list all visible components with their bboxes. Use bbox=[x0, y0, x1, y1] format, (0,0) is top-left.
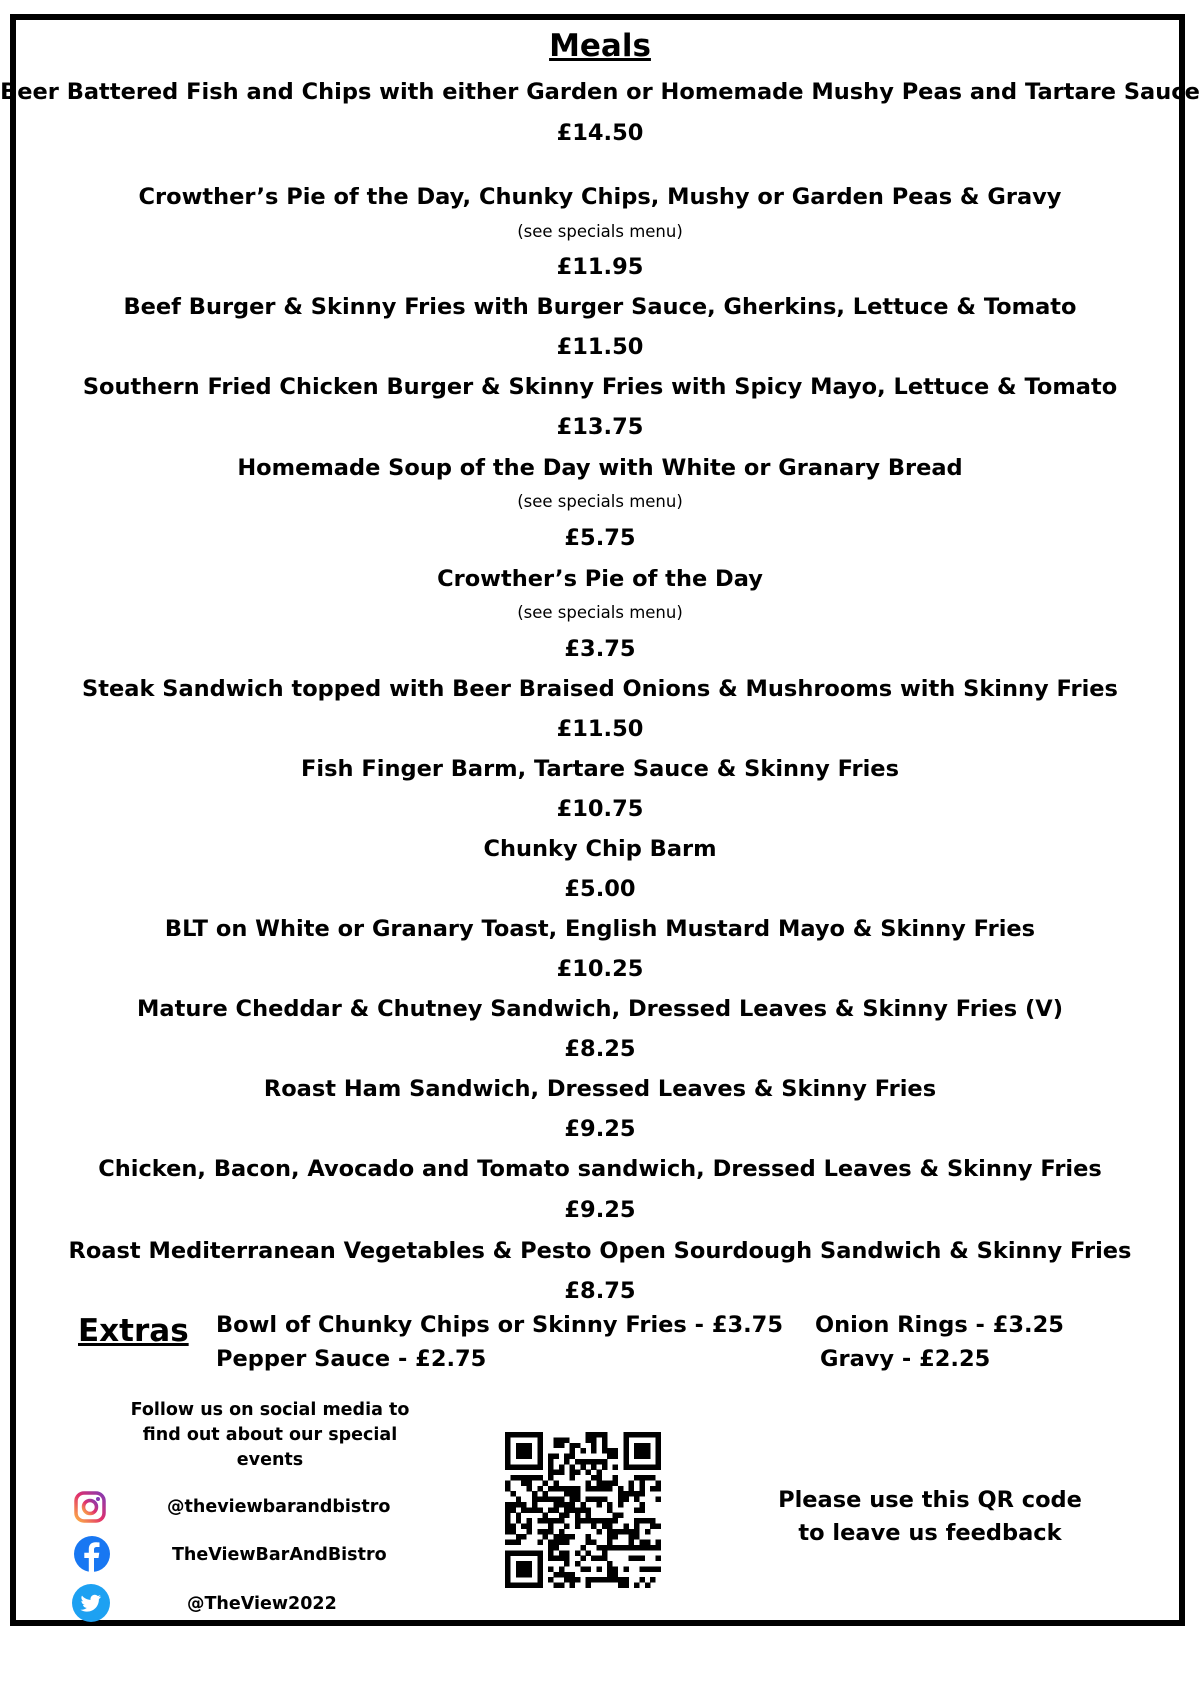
menu-item-name: Crowther’s Pie of the Day bbox=[437, 566, 763, 592]
twitter-icon bbox=[71, 1583, 111, 1623]
facebook-handle[interactable]: TheViewBarAndBistro bbox=[172, 1545, 387, 1565]
menu-item-price: £8.25 bbox=[564, 1036, 636, 1062]
menu-item-name: Roast Mediterranean Vegetables & Pesto Open Sourdough Sandwich & Skinny Fries bbox=[68, 1238, 1132, 1264]
menu-item-name: Crowther’s Pie of the Day, Chunky Chips, Mushy or Garden Peas & Gravy bbox=[138, 184, 1062, 210]
menu-item-price: £5.00 bbox=[564, 876, 636, 902]
menu-item-price: £11.50 bbox=[556, 334, 644, 360]
menu-item-name: BLT on White or Granary Toast, English Mustard Mayo & Skinny Fries bbox=[164, 916, 1036, 942]
menu-item-price: £10.75 bbox=[556, 796, 644, 822]
menu-item-name: Fish Finger Barm, Tartare Sauce & Skinny Fries bbox=[301, 756, 899, 782]
extra-item: Bowl of Chunky Chips or Skinny Fries - £3.75 bbox=[216, 1312, 783, 1338]
menu-item-price: £3.75 bbox=[564, 636, 636, 662]
menu-item-note: (see specials menu) bbox=[517, 492, 683, 511]
menu-item-note: (see specials menu) bbox=[517, 222, 683, 241]
menu-item-price: £11.50 bbox=[556, 716, 644, 742]
extras-title: Extras bbox=[78, 1313, 189, 1349]
menu-item-name: Chicken, Bacon, Avocado and Tomato sandwich, Dressed Leaves & Skinny Fries bbox=[98, 1156, 1102, 1182]
menu-item-price: £8.75 bbox=[564, 1278, 636, 1304]
feedback-qr-code[interactable] bbox=[505, 1432, 661, 1588]
extra-item: Pepper Sauce - £2.75 bbox=[216, 1346, 487, 1372]
menu-item-name: Homemade Soup of the Day with White or Granary Bread bbox=[237, 455, 963, 481]
menu-title: Meals bbox=[549, 28, 651, 64]
menu-item-price: £9.25 bbox=[564, 1197, 636, 1223]
menu-item-price: £5.75 bbox=[564, 525, 636, 551]
menu-item-price: £13.75 bbox=[556, 414, 644, 440]
extra-item: Onion Rings - £3.25 bbox=[815, 1312, 1064, 1338]
menu-item-name: Chunky Chip Barm bbox=[483, 836, 717, 862]
menu-item-price: £14.50 bbox=[556, 120, 644, 146]
menu-item-name: Beer Battered Fish and Chips with either Garden or Homemade Mushy Peas and Tartare Sauce bbox=[0, 79, 1200, 105]
menu-item-name: Southern Fried Chicken Burger & Skinny Fries with Spicy Mayo, Lettuce & Tomato bbox=[82, 374, 1118, 400]
extra-item: Gravy - £2.25 bbox=[820, 1346, 991, 1372]
menu-item-price: £9.25 bbox=[564, 1116, 636, 1142]
menu-item-note: (see specials menu) bbox=[517, 603, 683, 622]
twitter-handle[interactable]: @TheView2022 bbox=[187, 1594, 337, 1614]
instagram-icon bbox=[73, 1490, 107, 1524]
menu-item-name: Beef Burger & Skinny Fries with Burger Sauce, Gherkins, Lettuce & Tomato bbox=[123, 294, 1077, 320]
menu-item-name: Mature Cheddar & Chutney Sandwich, Dressed Leaves & Skinny Fries (V) bbox=[137, 996, 1063, 1022]
instagram-handle[interactable]: @theviewbarandbistro bbox=[167, 1497, 391, 1517]
facebook-icon bbox=[73, 1535, 111, 1573]
feedback-text: Please use this QR code to leave us feedback bbox=[778, 1487, 1082, 1546]
menu-item-price: £10.25 bbox=[556, 956, 644, 982]
menu-item-price: £11.95 bbox=[556, 254, 644, 280]
menu-item-name: Steak Sandwich topped with Beer Braised Onions & Mushrooms with Skinny Fries bbox=[82, 676, 1118, 702]
social-media-text: Follow us on social media to find out about our special events bbox=[130, 1400, 410, 1470]
menu-item-name: Roast Ham Sandwich, Dressed Leaves & Skinny Fries bbox=[263, 1076, 937, 1102]
